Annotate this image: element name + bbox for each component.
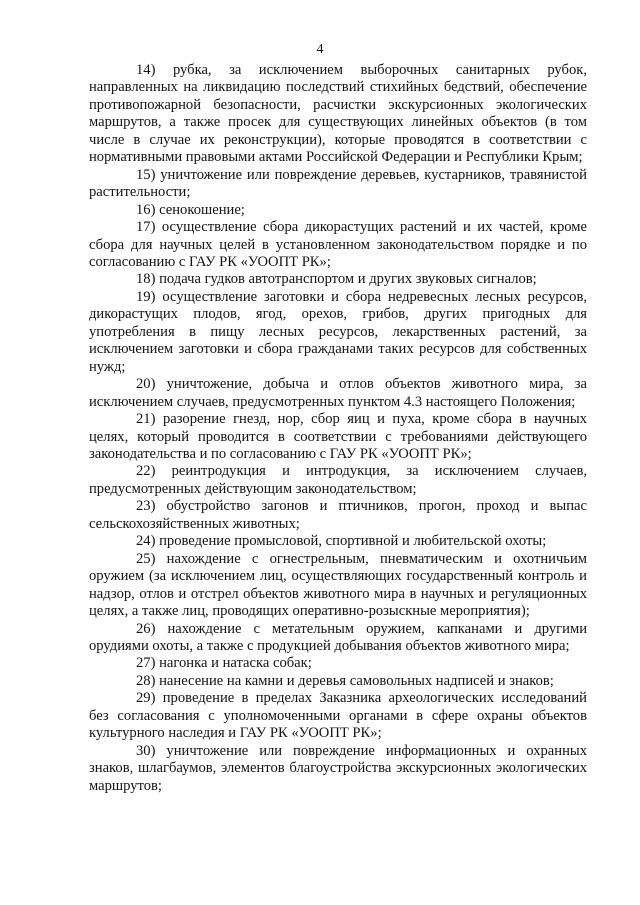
- list-item-16: 16) сенокошение;: [136, 201, 245, 218]
- list-item-21: 21) разорение гнезд, нор, сбор яиц и пуха, кроме сбора в научных целях, который проводится в соответствии с требованиями действующего законодательства и по согласованию с ГАУ РК «УООПТ РК»;: [89, 411, 587, 462]
- document-body: [89, 62, 587, 795]
- list-item-29: 29) проведение в пределах Заказника археологических исследований без согласования с уполномоченными органами в сфере охраны объектов культурного наследия и ГАУ РК «УООПТ РК»;: [89, 690, 587, 742]
- list-item-19: 19) осуществление заготовки и сбора недревесных лесных ресурсов, дикорастущих плодов, ягод, орехов, грибов, других пригодных для употребления в пищу лесных ресурсов, лекарственных растений, за исключением заготовки и сбора гражданами таких ресурсов для собственных нужд;: [89, 288, 587, 375]
- list-item-30: 30) уничтожение или повреждение информационных и охранных знаков, шлагбаумов, элементов благоустройства экскурсионных экологических маршрутов;: [89, 742, 587, 794]
- list-item-28: 28) нанесение на камни и деревья самовольных надписей и знаков;: [136, 672, 554, 689]
- list-item-20: 20) уничтожение, добыча и отлов объектов животного мира, за исключением случаев, предусмотренных пунктом 4.3 настоящего Положения;: [89, 376, 587, 410]
- list-item-15: 15) уничтожение или повреждение деревьев, кустарников, травянистой растительности;: [89, 166, 587, 201]
- list-item-18: 18) подача гудков автотранспортом и других звуковых сигналов;: [136, 271, 537, 288]
- list-item-23: 23) обустройство загонов и птичников, прогон, проход и выпас сельскохозяйственных животных;: [89, 498, 587, 532]
- list-item-22: 22) реинтродукция и интродукция, за исключением случаев, предусмотренных действующим законодательством;: [89, 463, 587, 497]
- list-item-27: 27) нагонка и натаска собак;: [136, 655, 312, 672]
- list-item-26: 26) нахождение с метательным оружием, капканами и другими орудиями охоты, а также с продукцией добывания объектов животного мира;: [89, 620, 587, 654]
- list-item-17: 17) осуществление сбора дикорастущих растений и их частей, кроме сбора для научных целей в установленном законодательством порядке и по согласованию с ГАУ РК «УООПТ РК»;: [89, 219, 587, 270]
- list-item-24: 24) проведение промысловой, спортивной и любительской охоты;: [136, 533, 547, 550]
- page-number: 4: [316, 42, 324, 57]
- list-item-14: 14) рубка, за исключением выборочных санитарных рубок, направленных на ликвидацию последствий стихийных бедствий, обеспечение противопожарной безопасности, расчистки экскурсионных экологических маршрутов, а также просек для существующих линейных объектов (в том числе в случае их реконструкции), которые проводятся в соответствии с нормативными правовыми актами Российской Федерации и Республики Крым;: [89, 62, 587, 166]
- list-item-25: 25) нахождение с огнестрельным, пневматическим и охотничьим оружием (за исключением лиц, осуществляющих государственный контроль и надзор, отлов и отстрел объектов животного мира в научных и регуляционных целях, а также лиц, проводящих оперативно-розыскные мероприятия);: [89, 550, 587, 620]
